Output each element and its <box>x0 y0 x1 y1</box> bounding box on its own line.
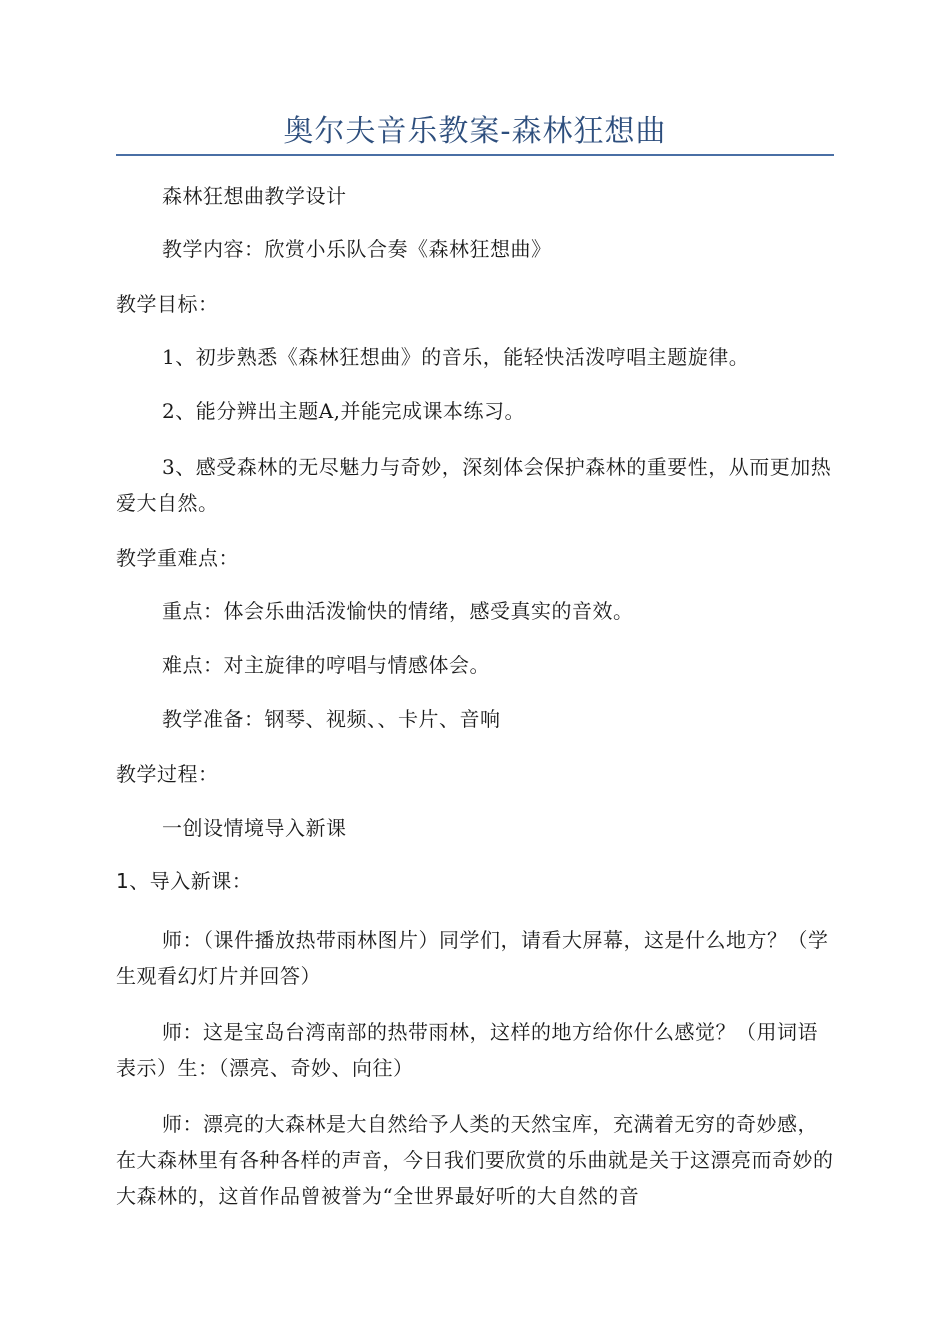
paragraph-design-heading: 森林狂想曲教学设计 <box>162 184 347 208</box>
goal-item-1: 1、初步熟悉《森林狂想曲》的音乐，能轻快活泼哼唱主题旋律。 <box>162 345 750 369</box>
heading-teaching-process: 教学过程： <box>116 762 219 786</box>
heading-key-difficult-points: 教学重难点： <box>116 546 239 570</box>
step-introduce-new-lesson <box>116 863 834 899</box>
paragraph-key-point: 重点：体会乐曲活泼愉快的情绪，感受真实的音效。 <box>162 599 634 623</box>
heading-teaching-goals: 教学目标： <box>116 292 219 316</box>
paragraph-teaching-content: 教学内容：欣赏小乐队合奏《森林狂想曲》 <box>162 237 552 261</box>
paragraph-difficult-point: 难点：对主旋律的哼唱与情感体会。 <box>162 653 490 677</box>
dialogue-teacher-3: 师：漂亮的大森林是大自然给予人类的天然宝库，充满着无穷的奇妙感，在大森林里有各种各样的声音，今日我们要欣赏的乐曲就是关于这漂亮而奇妙的大森林的，这首作品曾被誉为“全世界最好听的大自然的音 <box>116 1112 834 1208</box>
title-underline <box>116 154 834 156</box>
goal-item-2: 2、能分辨出主题A,并能完成课本练习。 <box>162 399 526 423</box>
dialogue-teacher-1: 师：（课件播放热带雨林图片）同学们，请看大屏幕，这是什么地方？（学生观看幻灯片并回答） <box>116 928 829 988</box>
section-create-situation: 一创设情境导入新课 <box>162 816 347 840</box>
goal-item-3: 3、感受森林的无尽魅力与奇妙，深刻体会保护森林的重要性，从而更加热爱大自然。 <box>116 455 832 515</box>
page-title: 奥尔夫音乐教案-森林狂想曲 <box>283 114 667 149</box>
dialogue-teacher-2: 师：这是宝岛台湾南部的热带雨林，这样的地方给你什么感觉？（用词语表示）生：（漂亮、奇妙、向往） <box>116 1020 818 1080</box>
paragraph-teaching-preparation: 教学准备：钢琴、视频、、卡片、音响 <box>162 707 501 731</box>
step-label: 、导入新课： <box>129 869 253 893</box>
step-number: 1 <box>116 869 130 893</box>
